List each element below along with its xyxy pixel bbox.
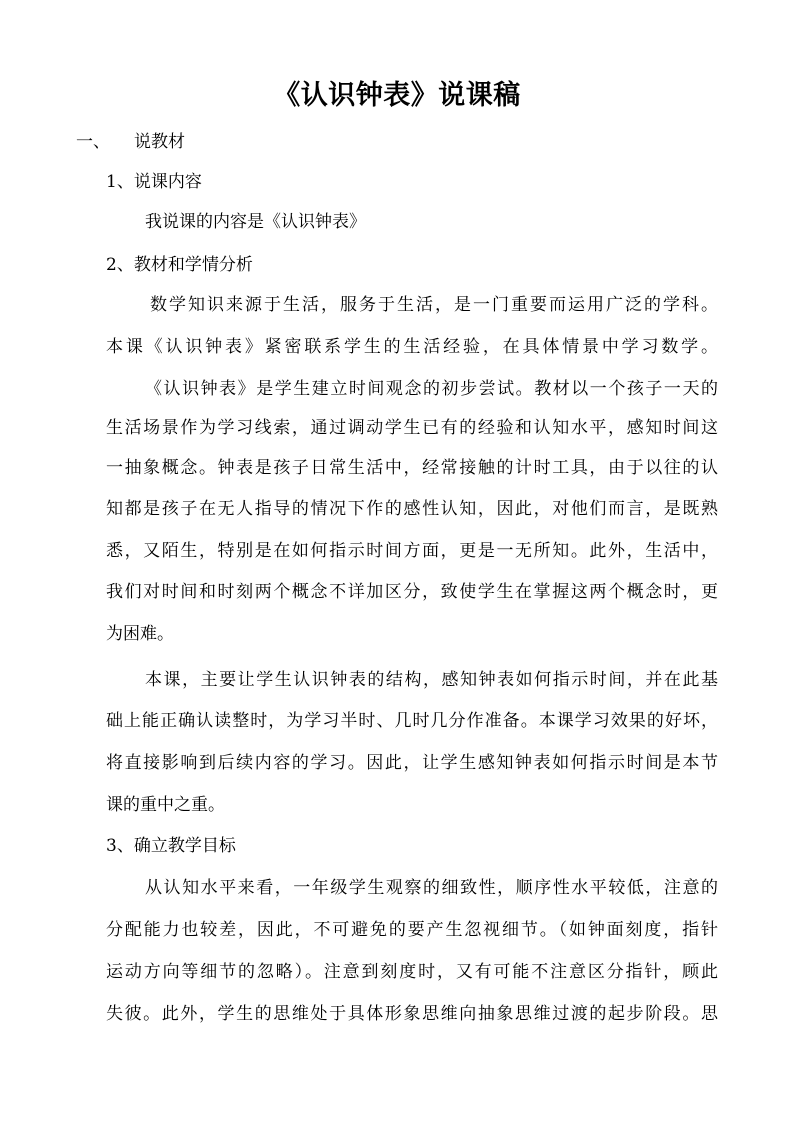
subheading-1: 1、说课内容 [106,172,202,192]
document-title: 《认识钟表》说课稿 [273,80,521,111]
paragraph-line: 生活场景作为学习线索，通过调动学生已有的经验和认知水平，感知时间这 [106,418,718,438]
section-number: 一、 [76,132,110,152]
paragraph-line: 知都是孩子在无人指导的情况下作的感性认知，因此，对他们而言，是既熟 [106,499,718,519]
paragraph-line: 运动方向等细节的忽略）。注意到刻度时，又有可能不注意区分指针，顾此 [106,962,718,982]
paragraph-line: 本课，主要让学生认识钟表的结构，感知钟表如何指示时间，并在此基 [145,670,718,690]
subheading-3: 3、确立教学目标 [106,836,236,856]
paragraph-line: 课的重中之重。 [106,795,225,815]
paragraph-line: 失彼。此外，学生的思维处于具体形象思维向抽象思维过渡的起步阶段。思 [106,1004,718,1024]
section-heading-1 [76,128,185,156]
paragraph-line: 将直接影响到后续内容的学习。因此，让学生感知钟表如何指示时间是本节 [106,753,718,773]
paragraph-line: 分配能力也较差，因此，不可避免的要产生忽视细节。（如钟面刻度，指针 [106,920,718,940]
paragraph-line: 为困难。 [106,624,174,644]
section-label: 说教材 [134,132,185,152]
paragraph-line: 本课《认识钟表》紧密联系学生的生活经验，在具体情景中学习数学。 [106,337,718,357]
paragraph-line: 《认识钟表》是学生建立时间观念的初步尝试。教材以一个孩子一天的 [145,379,718,399]
paragraph-line: 数学知识来源于生活，服务于生活，是一门重要而运用广泛的学科。 [150,295,718,315]
paragraph-line: 我说课的内容是《认识钟表》 [145,212,366,232]
paragraph-line: 一抽象概念。钟表是孩子日常生活中，经常接触的计时工具，由于以往的认 [106,458,718,478]
paragraph-line: 础上能正确认读整时，为学习半时、几时几分作准备。本课学习效果的好坏， [106,711,718,731]
paragraph-line: 从认知水平来看，一年级学生观察的细致性，顺序性水平较低，注意的 [145,878,718,898]
paragraph-line: 悉，又陌生，特别是在如何指示时间方面，更是一无所知。此外，生活中， [106,541,718,561]
subheading-2: 2、教材和学情分析 [106,255,253,275]
paragraph-line: 我们对时间和时刻两个概念不详加区分，致使学生在掌握这两个概念时，更 [106,582,718,602]
